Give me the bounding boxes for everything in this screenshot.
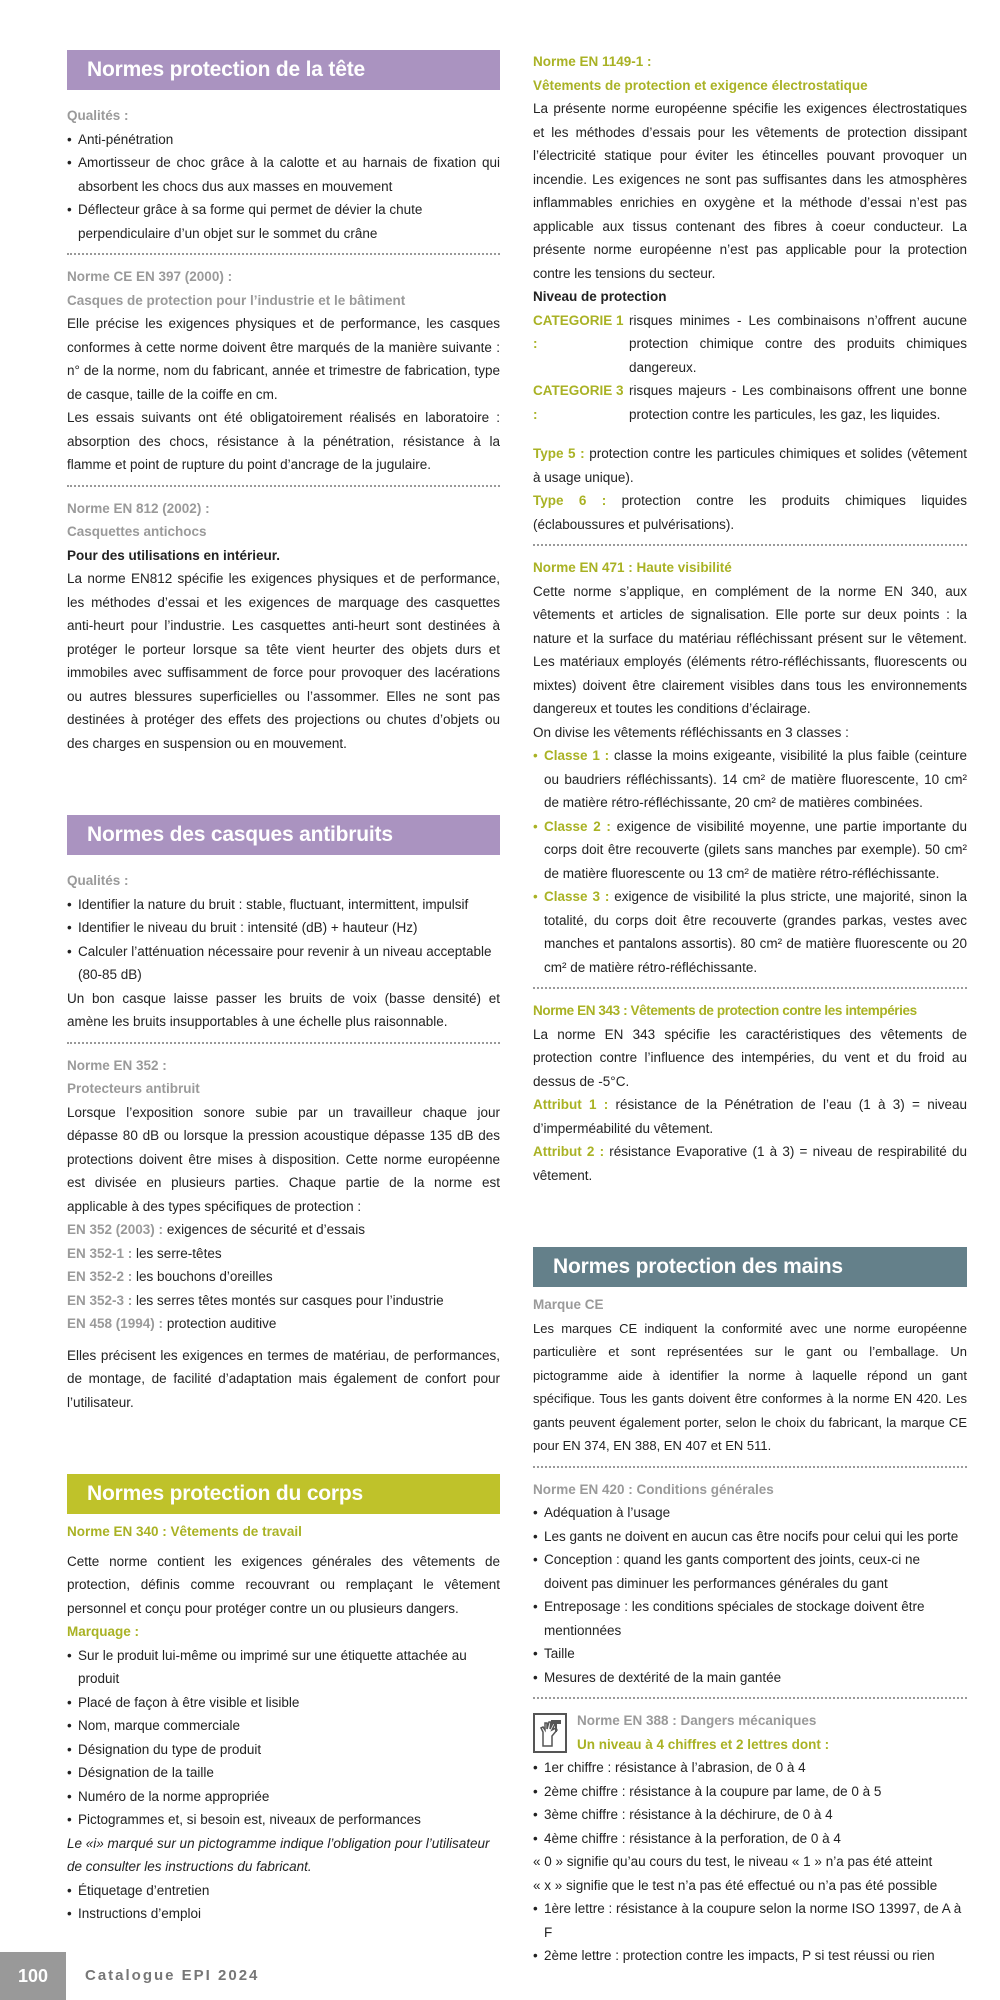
type-6: Type 6 : protection contre les produits chimiques liquides (éclaboussures et pulvérisations). — [533, 493, 967, 532]
en352-part: EN 352-3 : les serres têtes montés sur casques pour l’industrie — [67, 1292, 444, 1308]
marque-ce-paragraph: Les marques CE indiquent la conformité avec une norme européenne particulière et sont représentées sur le gant ou l’emballage. Un pictogramme aide à identifier la norme à laquelle répond un gant spécifique. Tous les gants doivent être conformes à la norme EN 420. Les gants peuvent également porter, selon le choix du fabricant, la marque CE pour EN 374, EN 388, EN 407 et EN 511. — [533, 1320, 967, 1453]
antibruit-paragraph: Un bon casque laisse passer les bruits de voix (basse densité) et amène les bruits insupportables à une échelle plus raisonnable. — [67, 990, 500, 1029]
list-item: • Classe 2 : exigence de visibilité moyenne, une partie importante du corps doit être recouverte (gilets sans manches par exemple). 50 cm² de matière fluorescente ou 13 cm² de matière rétro-réfléchissante. — [533, 815, 967, 886]
en340-paragraph: Cette norme contient les exigences générales des vêtements de protection, définis comme recouvrant ou remplaçant le vêtement personnel et conçu pour protéger contre un ou plusieurs dangers. — [67, 1553, 500, 1616]
list-item: • Sur le produit lui-même ou imprimé sur une étiquette attachée au produit — [67, 1644, 500, 1691]
list-item: • 2ème lettre : protection contre les impacts, P si test réussi ou rien — [533, 1944, 967, 1968]
list-item: • 4ème chiffre : résistance à la perforation, de 0 à 4 — [533, 1827, 967, 1851]
list-item: • Déflecteur grâce à sa forme qui permet de dévier la chute perpendiculaire d’un objet sur le sommet du crâne — [67, 198, 500, 245]
divider — [533, 1697, 967, 1699]
marquage-list-2 — [67, 1879, 500, 1926]
section-header-corps: Normes protection du corps — [67, 1474, 500, 1514]
categorie-3: CATEGORIE 3 : risques majeurs - Les combinaisons offrent une bonne protection contre les particules, les gaz, les liquides. — [533, 383, 967, 422]
page-number: 100 — [0, 1952, 66, 2000]
list-item: • 2ème chiffre : résistance à la coupure par lame, de 0 à 5 — [533, 1780, 967, 1804]
list-item: • 3ème chiffre : résistance à la déchirure, de 0 à 4 — [533, 1803, 967, 1827]
list-item: • Instructions d’emploi — [67, 1902, 500, 1926]
list-item: • Conception : quand les gants comportent des joints, ceux-ci ne doivent pas diminuer les performances générales du gant — [533, 1548, 967, 1595]
en812-bold-line: Pour des utilisations en intérieur. — [67, 547, 281, 563]
type-5: Type 5 : protection contre les particules chimiques et solides (vêtement à usage unique). — [533, 446, 967, 485]
antibruit-paragraph-2: Elles précisent les exigences en termes de matériau, de performances, de montage, de facilité d’adaptation mais également de confort pour l’utilisateur. — [67, 1347, 500, 1410]
left-column — [67, 50, 500, 1926]
en812-subtitle: Casquettes antichocs — [67, 524, 207, 539]
qualites-label: Qualités : — [67, 108, 129, 123]
en420-title: Norme EN 420 : Conditions générales — [533, 1481, 774, 1497]
attribut-1: Attribut 1 : résistance de la Pénétration de l’eau (1 à 3) = niveau d’imperméabilité du vêtement. — [533, 1097, 967, 1136]
list-item: • Désignation de la taille — [67, 1761, 500, 1785]
marquage-italic-note: Le «i» marqué sur un pictogramme indique l’obligation pour l’utilisateur de consulter les instructions du fabricant. — [67, 1835, 490, 1874]
en1149-paragraph: La présente norme européenne spécifie les exigences électrostatiques et les méthodes d’essais pour les vêtements de protection dissipant l’électricité statique pour éviter les étincelles pouvant provoquer un incendie. Les exigences ne sont pas suffisantes dans les atmosphères inflammables enrichies en oxygène et la méthode d’essai n’est pas applicable aux tissus contenant des fibres à coeur conducteur. La présente norme européenne n’est pas applicable pour la protection contre les tensions du secteur. — [533, 101, 967, 281]
en1149-title: Norme EN 1149-1 : — [533, 54, 652, 69]
en397-paragraph-1: Elle précise les exigences physiques et de performance, les casques conformes à cette norme doivent être marqués de la manière suivante : n° de la norme, nom du fabricant, année et trimestre de fabrication, type de casque, taille de la coiffe en cm. — [67, 316, 500, 402]
en397-paragraph-2: Les essais suivants ont été obligatoirement réalisés en laboratoire : absorption des chocs, résistance à la pénétration, résistance à la flamme et point de rupture du point d’ancrage de la jugulaire. — [67, 410, 500, 472]
list-item: • 1ère lettre : résistance à la coupure selon la norme ISO 13997, de A à F — [533, 1897, 967, 1944]
list-item: • Nom, marque commerciale — [67, 1714, 500, 1738]
marquage-list — [67, 1644, 500, 1832]
divider — [533, 987, 967, 989]
marque-ce-label: Marque CE — [533, 1297, 604, 1312]
section-header-mains: Normes protection des mains — [533, 1247, 967, 1287]
list-item: • Étiquetage d’entretien — [67, 1879, 500, 1903]
en812-paragraph: La norme EN812 spécifie les exigences physiques et de performance, les méthodes d’essai et les exigences de marquage des casquettes anti-heurt pour l’industrie. Les casquettes anti-heurt sont destinées à protéger le porteur lorsque sa tête vient heurter des objets durs et immobiles avec suffisamment de force pour provoquer des lacérations ou autres blessures superficielles ou l’assommer. Elles ne sont pas destinées à protéger des effets des projections ou chutes d’objets ou des charges en suspension ou en mouvement. — [67, 571, 500, 751]
list-item: • Amortisseur de choc grâce à la calotte et au harnais de fixation qui absorbent les chocs dus aux masses en mouvement — [67, 151, 500, 198]
en352-paragraph: Lorsque l’exposition sonore subie par un travailleur chaque jour dépasse 80 dB ou lorsque la pression acoustique dépasse 135 dB des protections doivent être mises à disposition. Cette norme européenne est divisée en plusieurs parties. Chaque partie de la norme est applicable à des types spécifiques de protection : — [67, 1104, 500, 1214]
en343-paragraph: La norme EN 343 spécifie les caractéristiques des vêtements de protection contre l’influence des intempéries, du vent et du froid au dessus de -5°C. — [533, 1026, 967, 1089]
en352-part: EN 352-2 : les bouchons d’oreilles — [67, 1269, 273, 1284]
en388-list — [533, 1756, 967, 1850]
footer-title: Catalogue EPI 2024 — [85, 1967, 260, 1984]
divider — [67, 485, 500, 487]
list-item: • Pictogrammes et, si besoin est, niveaux de performances — [67, 1808, 500, 1832]
en352-part: EN 352-1 : les serre-têtes — [67, 1245, 222, 1261]
list-item: • Les gants ne doivent en aucun cas être nocifs pour celui qui les porte — [533, 1525, 967, 1549]
marquage-label: Marquage : — [67, 1624, 140, 1639]
divider — [533, 1466, 967, 1468]
en352-title: Norme EN 352 : — [67, 1057, 167, 1073]
tete-qualites-list — [67, 128, 500, 246]
list-item: • Numéro de la norme appropriée — [67, 1785, 500, 1809]
en352-part: EN 458 (1994) : protection auditive — [67, 1316, 277, 1331]
divider — [67, 253, 500, 255]
en1149-subtitle: Vêtements de protection et exigence électrostatique — [533, 77, 868, 93]
categorie-1: CATEGORIE 1 : risques minimes - Les combinaisons n’offrent aucune protection chimique contre des produits chimiques dangereux. — [533, 312, 967, 375]
list-item: • 1er chiffre : résistance à l’abrasion, de 0 à 4 — [533, 1756, 967, 1780]
list-item: • Placé de façon à être visible et lisible — [67, 1691, 500, 1715]
en388-subtitle: Un niveau à 4 chiffres et 2 lettres dont : — [577, 1736, 830, 1752]
divider — [533, 544, 967, 546]
glove-hammer-icon — [533, 1713, 567, 1753]
list-item: • Calculer l’atténuation nécessaire pour revenir à un niveau acceptable (80-85 dB) — [67, 940, 500, 987]
classes-list — [533, 744, 967, 979]
list-item: • Mesures de dextérité de la main gantée — [533, 1666, 967, 1690]
en397-title: Norme CE EN 397 (2000) : — [67, 269, 233, 284]
right-column — [533, 50, 967, 1968]
list-item: • Adéquation à l’usage — [533, 1501, 967, 1525]
en388-title: Norme EN 388 : Dangers mécaniques — [577, 1713, 817, 1728]
en471-title: Norme EN 471 : Haute visibilité — [533, 560, 732, 575]
list-item: • Identifier le niveau du bruit : intensité (dB) + hauteur (Hz) — [67, 916, 500, 940]
antibruit-qualites-list — [67, 893, 500, 987]
en420-list — [533, 1501, 967, 1689]
section-header-antibruit: Normes des casques antibruits — [67, 815, 500, 855]
qualites-label: Qualités : — [67, 873, 129, 888]
list-item: • Anti-pénétration — [67, 128, 500, 152]
list-item: • Désignation du type de produit — [67, 1738, 500, 1762]
en352-subtitle: Protecteurs antibruit — [67, 1081, 200, 1096]
en388-header — [533, 1709, 967, 1756]
attribut-2: Attribut 2 : résistance Evaporative (1 à 3) = niveau de respirabilité du vêtement. — [533, 1144, 967, 1183]
en471-classes-intro: On divise les vêtements réfléchissants en 3 classes : — [533, 724, 849, 740]
en352-part: EN 352 (2003) : exigences de sécurité et d’essais — [67, 1222, 365, 1237]
list-item: • Identifier la nature du bruit : stable, fluctuant, intermittent, impulsif — [67, 893, 500, 917]
list-item: • Entreposage : les conditions spéciales de stockage doivent être mentionnées — [533, 1595, 967, 1642]
en397-subtitle: Casques de protection pour l’industrie et le bâtiment — [67, 292, 406, 308]
list-item: • Classe 3 : exigence de visibilité la plus stricte, une majorité, sinon la totalité, du corps doit être recouverte (grandes parkas, vestes avec manches et pantalons assortis). 80 cm² de matière fluorescente ou 20 cm² de matière rétro-réfléchissante. — [533, 885, 967, 979]
list-item: • Taille — [533, 1642, 967, 1666]
en388-note-0: « 0 » signifie qu’au cours du test, le niveau « 1 » n’a pas été atteint — [533, 1854, 933, 1869]
en812-title: Norme EN 812 (2002) : — [67, 500, 210, 516]
en343-title: Norme EN 343 : Vêtements de protection contre les intempéries — [533, 1003, 917, 1018]
niveau-label: Niveau de protection — [533, 289, 667, 304]
en340-title: Norme EN 340 : Vêtements de travail — [67, 1524, 302, 1539]
section-header-tete: Normes protection de la tête — [67, 50, 500, 90]
divider — [67, 1042, 500, 1044]
page-footer — [0, 1952, 1000, 2000]
list-item: • Classe 1 : classe la moins exigeante, visibilité la plus faible (ceinture ou baudriers réfléchissants). 14 cm² de matière fluorescente, 10 cm² de matière rétro-réfléchissante, 20 cm² de matières combinées. — [533, 744, 967, 815]
en471-paragraph: Cette norme s’applique, en complément de la norme EN 340, aux vêtements et articles de signalisation. Elle porte sur deux points : la nature et la surface du matériau réfléchissant présent sur le vêtement. Les matériaux employés (éléments rétro-réfléchissants, fluorescents ou mixtes) doivent être clairement visibles dans tous les environnements dangereux et toutes les conditions d’éclairage. — [533, 583, 967, 716]
en388-note-x: « x » signifie que le test n’a pas été effectué ou n’a pas été possible — [533, 1877, 938, 1893]
